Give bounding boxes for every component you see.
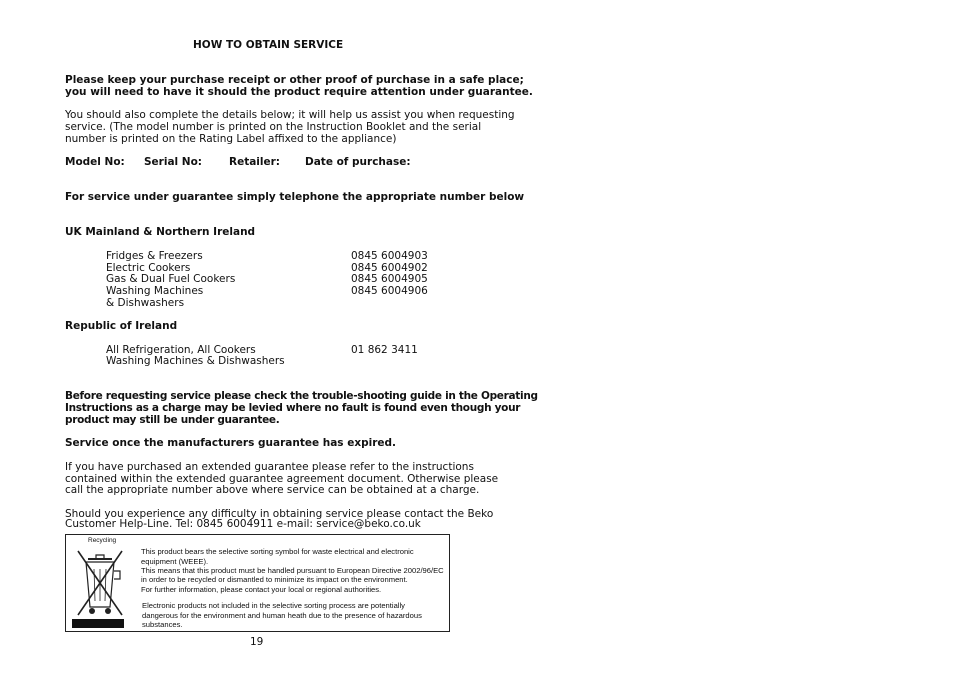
uk-service-label: Gas & Dual Fuel Cookers (106, 273, 236, 285)
weee-marking-bar (72, 619, 124, 628)
model-no-label: Model No: (65, 156, 125, 168)
expired-guarantee-heading: Service once the manufacturers guarantee has expired. (65, 437, 397, 449)
uk-service-number: 0845 6004903 (351, 250, 428, 262)
expired-guarantee-line-1: If you have purchased an extended guarantee please refer to the instructions (65, 461, 474, 473)
weee-recycling-box (65, 534, 450, 632)
helpline-line-2: Customer Help-Line. Tel: 0845 6004911 e-mail: service@beko.co.uk (65, 518, 421, 530)
uk-service-label: Fridges & Freezers (106, 250, 203, 262)
page-title: HOW TO OBTAIN SERVICE (193, 39, 344, 51)
recycling-label: Recycling (88, 537, 117, 544)
serial-no-label: Serial No: (144, 156, 203, 168)
uk-service-label: Washing Machines (106, 285, 204, 297)
weee-text-line: This product bears the selective sorting symbol for waste electrical and electronic (141, 547, 414, 556)
uk-service-label: Electric Cookers (106, 262, 191, 274)
details-intro-line-1: You should also complete the details below; it will help us assist you when requesting (65, 109, 515, 121)
weee-text-line: Electronic products not included in the selective sorting process are potentially (142, 601, 405, 610)
uk-service-number: 0845 6004906 (351, 285, 428, 297)
ireland-heading: Republic of Ireland (65, 320, 178, 332)
weee-text-line: For further information, please contact your local or regional authorities. (141, 585, 382, 594)
ireland-service-number: 01 862 3411 (351, 344, 418, 356)
details-intro-line-3: number is printed on the Rating Label affixed to the appliance) (65, 133, 397, 145)
weee-text-line: substances. (142, 620, 183, 629)
troubleshoot-note-line-1: Before requesting service please check the trouble-shooting guide in the Operating (65, 390, 538, 402)
weee-text-line: This means that this product must be handled pursuant to European Directive 2002/96/EC (141, 566, 444, 575)
weee-text-line: equipment (WEEE). (141, 557, 209, 566)
ireland-service-label: All Refrigeration, All Cookers (106, 344, 256, 356)
receipt-note-line-2: you will need to have it should the product require attention under guarantee. (65, 86, 533, 98)
expired-guarantee-line-2: contained within the extended guarantee agreement document. Otherwise please (65, 473, 499, 485)
date-of-purchase-label: Date of purchase: (305, 156, 411, 168)
troubleshoot-note-line-2: Instructions as a charge may be levied where no fault is found even though your (65, 402, 521, 414)
receipt-note-line-1: Please keep your purchase receipt or other proof of purchase in a safe place; (65, 74, 524, 86)
uk-service-number: 0845 6004905 (351, 273, 428, 285)
guarantee-phone-note: For service under guarantee simply telephone the appropriate number below (65, 191, 525, 203)
uk-heading: UK Mainland & Northern Ireland (65, 226, 256, 238)
uk-service-label: & Dishwashers (106, 297, 185, 309)
retailer-label: Retailer: (229, 156, 281, 168)
troubleshoot-note-line-3: product may still be under guarantee. (65, 414, 280, 426)
ireland-service-label: Washing Machines & Dishwashers (106, 355, 285, 367)
weee-text-line: dangerous for the environment and human heath due to the presence of hazardous (142, 611, 422, 620)
crossed-out-bin-icon (70, 545, 130, 621)
weee-text-line: in order to be recycled or dismantled to minimize its impact on the environment. (141, 575, 408, 584)
page-number: 19 (250, 636, 264, 648)
helpline-line-1: Should you experience any difficulty in obtaining service please contact the Beko (65, 508, 494, 520)
expired-guarantee-line-3: call the appropriate number above where service can be obtained at a charge. (65, 484, 480, 496)
uk-service-number: 0845 6004902 (351, 262, 428, 274)
details-intro-line-2: service. (The model number is printed on the Instruction Booklet and the serial (65, 121, 482, 133)
